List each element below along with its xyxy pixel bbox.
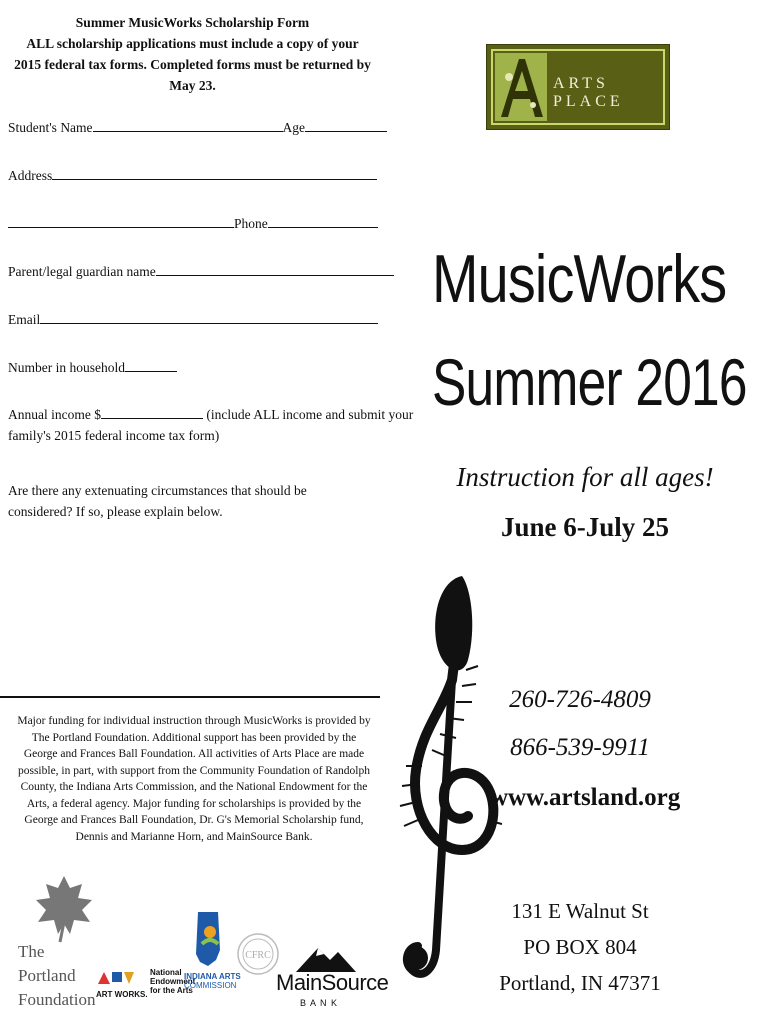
art-works-label: ART WORKS.	[96, 990, 148, 999]
address-line2-field[interactable]	[8, 214, 234, 228]
age-label: Age	[282, 120, 306, 135]
student-name-label: Student's Name	[8, 120, 93, 135]
arts-place-a-icon	[495, 53, 547, 121]
mainsource-logo-text: MainSource	[276, 970, 389, 995]
age-field[interactable]	[305, 118, 387, 132]
divider-rule	[0, 696, 380, 698]
form-instruction-2: 2015 federal tax forms. Completed forms must be returned by May 23.	[14, 57, 371, 93]
nea-line-2: Endowment	[150, 977, 196, 986]
oak-leaf-icon	[30, 872, 100, 944]
email-row	[8, 310, 378, 328]
portland-line-1: The	[18, 942, 45, 961]
income-note-2: family's 2015 federal income tax form)	[8, 428, 220, 443]
iac-logo	[184, 972, 241, 990]
guardian-row	[8, 262, 394, 280]
address-field[interactable]	[52, 166, 377, 180]
form-header	[0, 12, 385, 96]
cfrc-seal-text: CFRC	[245, 950, 271, 961]
address-city: Portland, IN 47371	[499, 971, 661, 995]
program-subtitle: Summer 2016	[432, 345, 747, 419]
art-works-shapes-icon	[96, 970, 136, 986]
income-label: Annual income $	[8, 407, 101, 422]
address-street: 131 E Walnut St	[511, 899, 649, 923]
address2-phone-row	[8, 214, 378, 232]
website-link[interactable]: www.artsland.org	[490, 784, 681, 811]
income-note: (include ALL income and submit your	[206, 407, 414, 422]
email-field[interactable]	[40, 310, 378, 324]
nea-line-3: for the Arts	[150, 986, 193, 995]
phone-primary[interactable]: 260-726-4809	[509, 686, 651, 713]
household-field[interactable]	[125, 358, 177, 372]
portland-line-2: Portland	[18, 966, 76, 985]
iac-line-1: INDIANA ARTS	[184, 972, 241, 981]
student-name-field[interactable]	[93, 118, 283, 132]
mailing-address	[495, 893, 665, 1001]
iac-line-2: COMMISSION	[184, 981, 237, 990]
program-title: MusicWorks	[432, 241, 727, 317]
portland-foundation-logo	[18, 940, 95, 1012]
address-label: Address	[8, 168, 53, 183]
cfrc-seal-icon	[236, 932, 280, 976]
email-label: Email	[8, 312, 41, 327]
arts-place-logo-text: ARTS PLACE	[553, 75, 624, 110]
circumstances-answer-area[interactable]	[8, 528, 378, 688]
portland-line-3: Foundation	[18, 990, 96, 1009]
arts-place-logo	[486, 44, 670, 130]
household-label: Number in household	[8, 360, 125, 375]
nea-line-1: National	[150, 968, 182, 977]
program-dates: June 6-July 25	[500, 512, 670, 542]
form-instruction-1: ALL scholarship applications must include a copy of your	[26, 36, 359, 51]
address-pobox: PO BOX 804	[523, 935, 637, 959]
phone-tollfree[interactable]: 866-539-9911	[510, 734, 650, 761]
indiana-state-icon	[194, 910, 224, 970]
address-row	[8, 166, 377, 184]
student-name-row	[8, 118, 387, 136]
mainsource-bank-text: B A N K	[300, 998, 339, 1008]
guardian-field[interactable]	[156, 262, 394, 276]
tagline: Instruction for all ages!	[456, 462, 714, 492]
circumstances-question: Are there any extenuating circumstances that should be considered? If so, please explain below.	[8, 483, 307, 519]
phone-field[interactable]	[268, 214, 378, 228]
income-block	[8, 404, 414, 446]
form-title: Summer MusicWorks Scholarship Form	[75, 15, 310, 30]
income-field[interactable]	[101, 405, 203, 419]
mainsource-mountain-icon	[296, 944, 356, 972]
phone-label: Phone	[234, 216, 268, 231]
guardian-label: Parent/legal guardian name	[8, 264, 156, 279]
treble-clef-icon	[392, 570, 502, 1000]
funding-statement: Major funding for individual instruction through MusicWorks is provided by The Portland Foundation. Additional support has been provided by the George and Frances Ball Foundation. All activities of Arts Place are made possible, in part, with support from the Community Foundation of Randolph County, the Indiana Arts Commission, and the National Endowment for the Arts, a federal agency. Major funding for scholarships is provided by the George and Frances Ball Foundation, Dr. G's Memorial Scholarship fund, Dennis and Marianne Horn, and MainSource Bank.	[17, 715, 371, 843]
household-row	[8, 358, 177, 376]
